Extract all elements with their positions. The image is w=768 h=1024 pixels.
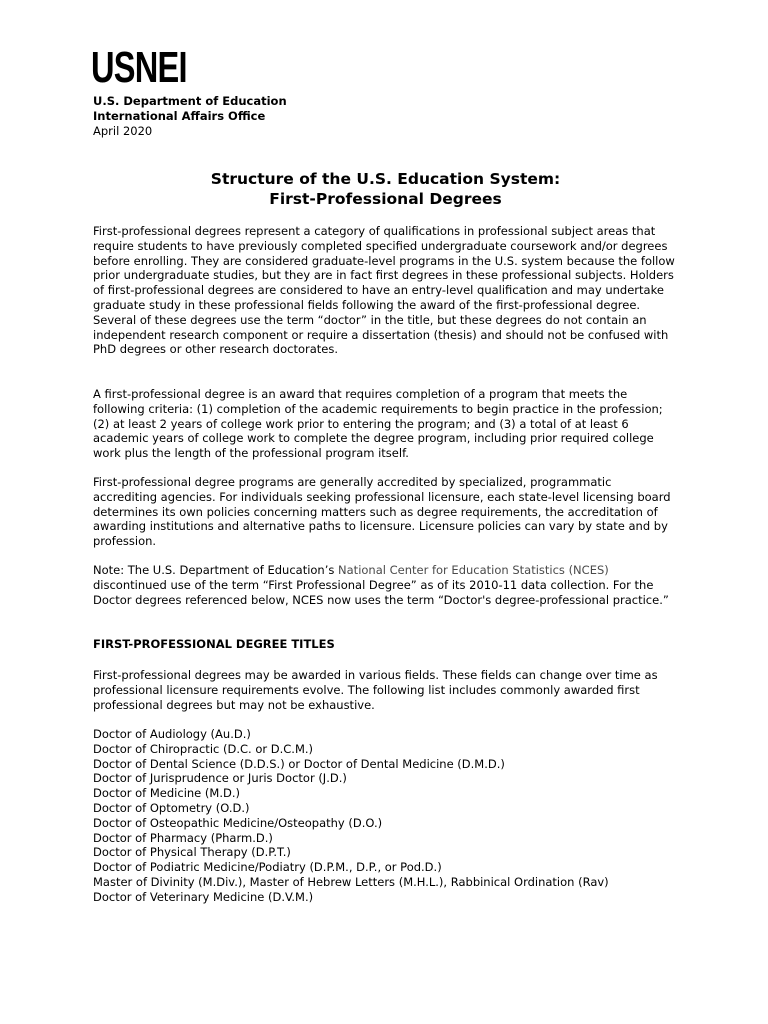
document-page xyxy=(93,0,678,1024)
title-line-1: Structure of the U.S. Education System: xyxy=(210,170,561,188)
criteria-paragraph: A first-professional degree is an award that requires completion of a program that meets the following criteria: (1) completion of the academic requirements to begin practice in the profession; (2) at least 2 years of college work prior to entering the program; and (3) a total of at least 6 academic years of college work to complete the degree program, including prior required college work plus the length of the professional program itself. xyxy=(93,387,663,461)
usnei-logo: USNEI xyxy=(91,43,187,92)
list-item: Doctor of Physical Therapy (D.P.T.) xyxy=(93,845,291,860)
degree-list xyxy=(93,727,653,905)
list-item: Doctor of Audiology (Au.D.) xyxy=(93,727,251,741)
note-suffix: discontinued use of the term “First Professional Degree” as of its 2010-11 data collection. For the Doctor degrees referenced below, NCES now uses the term “Doctor's degree-professional practice.” xyxy=(93,577,669,607)
intro-paragraph: First-professional degrees represent a category of qualifications in professional subject areas that require students to have previously completed specified undergraduate coursework and/or degrees before enrolling. They are considered graduate-level programs in the U.S. system because the follow prior undergraduate studies, but they are in fact first degrees in these professional subjects. Holders of first-professional degrees are considered to have an entry-level qualification and may undertake graduate study in these professional fields following the award of the first-professional degree. Several of these degrees use the term “doctor” in the title, but these degrees do not contain an independent research component or require a dissertation (thesis) and should not be confused with PhD degrees or other research doctorates. xyxy=(93,224,675,357)
list-item: Doctor of Podiatric Medicine/Podiatry (D.P.M., D.P., or Pod.D.) xyxy=(93,860,442,875)
office-name: International Affairs Office xyxy=(93,109,266,123)
list-item: Doctor of Osteopathic Medicine/Osteopathy (D.O.) xyxy=(93,815,383,830)
list-item: Doctor of Veterinary Medicine (D.V.M.) xyxy=(93,889,314,904)
list-item: Doctor of Optometry (O.D.) xyxy=(93,800,250,815)
list-item: Doctor of Jurisprudence or Juris Doctor (J.D.) xyxy=(93,771,347,786)
section-heading: FIRST-PROFESSIONAL DEGREE TITLES xyxy=(93,637,335,651)
page-title xyxy=(93,169,678,209)
nces-link[interactable]: National Center for Education Statistics (NCES) xyxy=(338,563,609,577)
note-paragraph xyxy=(93,563,678,607)
list-item: Doctor of Pharmacy (Pharm.D.) xyxy=(93,830,273,845)
section-intro-paragraph: First-professional degrees may be awarded in various fields. These fields can change over time as professional licensure requirements evolve. The following list includes commonly awarded first professional degrees but may not be exhaustive. xyxy=(93,668,658,712)
list-item: Doctor of Chiropractic (D.C. or D.C.M.) xyxy=(93,741,314,756)
document-header xyxy=(93,94,287,139)
accreditation-paragraph: First-professional degree programs are generally accredited by specialized, programmatic accrediting agencies. For individuals seeking professional licensure, each state-level licensing board determines its own policies concerning matters such as degree requirements, the accreditation of awarding institutions and alternative paths to licensure. Licensure policies can vary by state and by profession. xyxy=(93,475,671,549)
title-line-2: First-Professional Degrees xyxy=(269,190,502,208)
publication-date: April 2020 xyxy=(93,124,153,138)
list-item: Doctor of Dental Science (D.D.S.) or Doctor of Dental Medicine (D.M.D.) xyxy=(93,756,505,771)
note-prefix: Note: The U.S. Department of Education’s xyxy=(93,563,339,577)
department-name: U.S. Department of Education xyxy=(93,94,287,108)
list-item: Doctor of Medicine (M.D.) xyxy=(93,786,240,801)
list-item: Master of Divinity (M.Div.), Master of Hebrew Letters (M.H.L.), Rabbinical Ordination (Rav) xyxy=(93,874,609,889)
